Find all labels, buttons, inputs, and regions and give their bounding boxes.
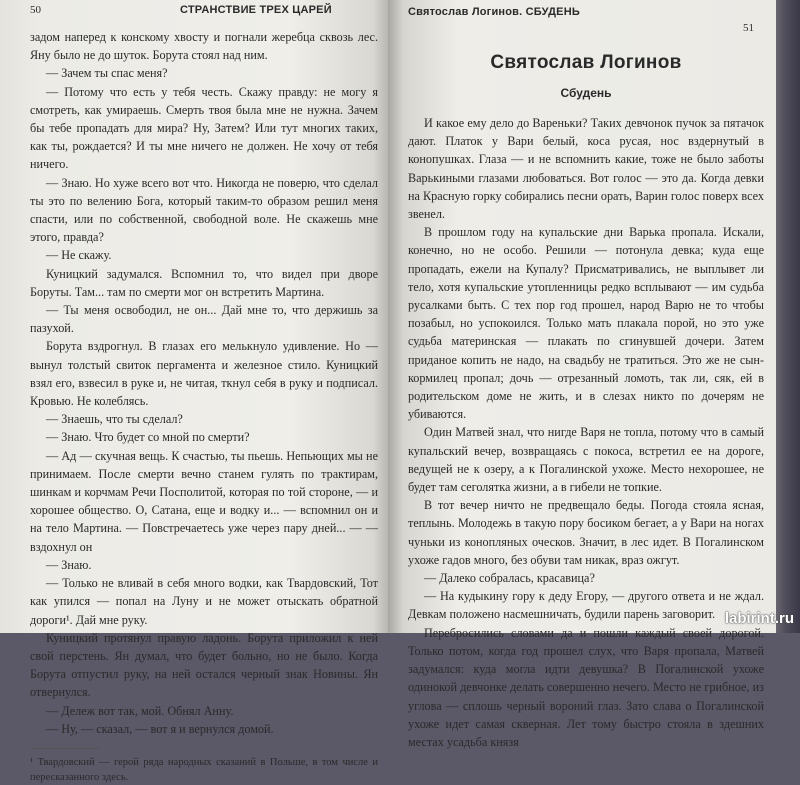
left-paragraph: — Зачем ты спас меня? [46, 66, 168, 81]
left-paragraph: — Только не вливай в себя много водки, как Твардовский, Тот как упился — попал на Луну и не может отыскать обратной дороги¹. Дай мне руку. [30, 576, 378, 627]
story-title: Сбудень [560, 86, 612, 100]
footnote: ¹ Твардовский — герой ряда народных сказаний в Польше, в том числе и пересказанного здесь. [30, 756, 378, 783]
right-paragraph: Один Матвей знал, что нигде Варя не топла, потому что в самый купальский вечер, возвращаясь с покоса, встретил ее на дороге, ведущей не к озеру, а к Погалинской ухоже. Место нехорошее, не будет там сеголятка жизни, а в гибели не топкие. [408, 425, 764, 495]
story-author-title: Святослав Логинов [490, 52, 682, 73]
left-paragraph: — Ты меня освободил, не он... Дай мне то, что держишь за пазухой. [30, 303, 378, 336]
watermark: labirint.ru [724, 610, 794, 627]
left-paragraph: Борута вздрогнул. В глазах его мелькнуло удивление. Но — вынул толстый свиток пергамента и железное стило. Куницкий взял его, взвесил в руке и, не читая, ткнул себя в руку и подписал. Кровью. Не колеблясь. [30, 339, 378, 409]
left-paragraph: — Знаю. Но хуже всего вот что. Никогда не поверю, что сделал ты это по велению Бога, который таким-то образом решил меня спасти, или по собственной, свободной воле. Не скажешь мне этого, правда? [30, 175, 378, 245]
left-paragraph: — Знаешь, что ты сделал? [46, 412, 183, 427]
right-running-header: Святослав Логинов. СБУДЕНЬ [408, 6, 580, 18]
left-paragraph: — Потому что есть у тебя честь. Скажу правду: не могу я смотреть, как умираешь. Смерть твоя была мне не нужна. Зачем бы тебе пропадать для мира? Ну, Затем? Или тут многих таких, как ты, рождается? И ты мне ничего не должен. Не хочу от тебя ничего. [30, 84, 378, 172]
left-running-header: СТРАНСТВИЕ ТРЕХ ЦАРЕЙ [180, 4, 332, 16]
right-paragraph: В тот вечер ничто не предвещало беды. Погода стояла ясная, теплынь. Молодежь в такую пору босиком бегает, а у Вари на ногах чуньки из конопляных оческов. Значит, в лес идет. В Погалинском ухоже гадов много, без обуви там никак, враз ожгут. [408, 498, 764, 567]
left-paragraph: задом наперед к конскому хвосту и погнали жеребца сквозь лес. Яну было не до шуток. Борута стоял над ним. [30, 30, 378, 63]
right-page [388, 0, 776, 749]
right-paragraph: В прошлом году на купальские дни Варька пропала. Искали, конечно, но не особо. Решили — потонула девка; куда еще пропадать, ежели на Купалу? Присматривались, не выплывет ли тело, хотя купальские утопленницы редко всплывают — им судьба русалками быть. С тех пор год прошел, народ Варю не то чтобы позабыл, но успокоился. Только мать плакала порой, но это уже судьба материнская — плакать по сгинувшей дочери. Затем приданое копить не надо, на свадьбу не тратиться. Это же не сын-кормилец пропал; дочь — отрезанный ломоть, так ли, сяк, ей в родительском доме не жить, и в слезах никто по дочерям не убиваются. [408, 225, 764, 422]
right-page-body [408, 114, 764, 751]
right-paragraph: — Далеко собралась, красавица? [424, 571, 595, 586]
left-paragraph: — Не скажу. [46, 248, 112, 263]
left-paragraph: — Ад — скучная вещь. К счастью, ты пьешь. Непьющих мы не принимаем. После смерти вечно станем гулять по трактирам, шинкам и корчмам Речи Посполитой, которая по той стороне, — и хорошее общество. О, Сатана, еще и водку и... — вспомнил он и на тело Мартина. — Повстречаетесь уже через пару дней... — — вздохнул он [30, 448, 378, 554]
left-page [0, 0, 388, 783]
footnote-rule [30, 748, 100, 749]
right-paragraph: — На кудыкину гору к деду Егору, — другого ответа и не ждал. Девкам положено насмешничать, будили парень заговорит. [408, 589, 764, 622]
right-page-number: 51 [743, 22, 754, 34]
left-paragraph: Куницкий протянул правую ладонь. Борута приложил к ней свой перстень. Ян думал, что будет больно, но не было. Когда Борута отпустил руку, на ней остался черный знак Новины. Ян отвернулся. [30, 630, 378, 700]
book-edge [776, 0, 800, 633]
left-paragraph: — Ну, — сказал, — вот я и вернулся домой. [46, 721, 274, 736]
left-page-number: 50 [30, 4, 41, 16]
left-paragraph: — Знаю. Что будет со мной по смерти? [46, 430, 250, 445]
left-paragraph: — Знаю. [46, 557, 92, 572]
right-paragraph: Перебросились словами да и пошли каждый своей дорогой. Только потом, когда год прошел слух, что Варя пропала, Матвей задумался: куда могла идти девушка? В Погалинской ухоже одинокой девчонке делать совершенно нечего. Место не грибное, из углова — сплошь черный вороний глаз. Зато слава о Погалинской ухоже идет самая скверная. Лет тому быстро стояла в здешних местах усадьба князя [408, 625, 764, 749]
left-paragraph: Куницкий задумался. Вспомнил то, что видел при дворе Боруты. Там... там по смерти мог он встретить Мартина. [30, 266, 378, 299]
right-paragraph: И какое ему дело до Вареньки? Таких девчонок пучок за пятачок дают. Платок у Вари белый, коса русая, нос вздернутый в конопушках. Глаза — и не вспомнить какие, тоже не было заботы Варькиными глазами любоваться. Вот голос — это да. Когда девки на Красную горку собирались песни орать, Варин голос поверх всех звенел. [408, 116, 764, 222]
left-page-body [30, 28, 378, 738]
left-paragraph: — Дележ вот так, мой. Обнял Анну. [46, 703, 234, 718]
